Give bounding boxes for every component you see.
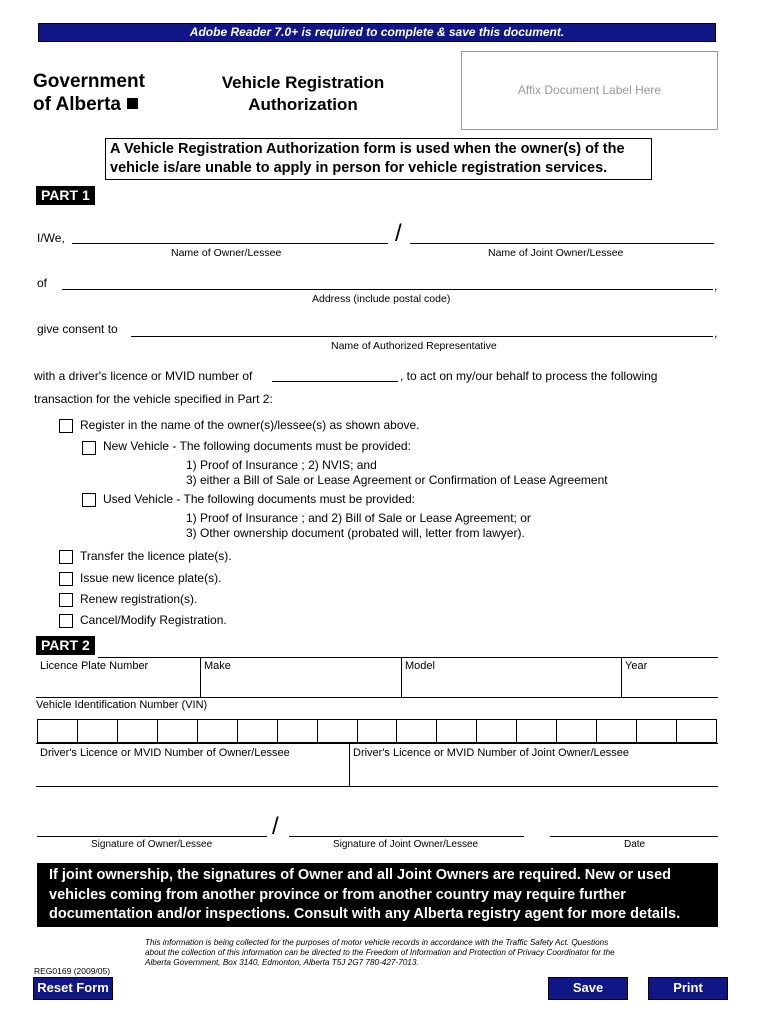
representative-comma: , [714,326,718,340]
model-field[interactable] [402,659,620,696]
vin-char-box[interactable] [198,720,238,742]
vin-char-box[interactable] [158,720,198,742]
vin-char-box[interactable] [637,720,677,742]
logo-line-2: of Alberta [33,94,121,115]
cancel-registration-checkbox[interactable] [59,614,73,628]
logo-line-1: Government [33,71,145,92]
used-vehicle-req-1: 1) Proof of Insurance ; and 2) Bill of Sale or Lease Agreement; or [186,511,531,525]
address-caption: Address (include postal code) [312,293,451,305]
date-caption: Date [624,839,646,850]
year-label: Year [625,660,648,672]
joint-owner-name-field[interactable] [410,243,714,244]
address-field[interactable] [62,289,713,290]
part1-heading: PART 1 [36,186,95,205]
transaction-text: transaction for the vehicle specified in Part 2: [34,392,273,406]
part2-top-rule [98,657,718,658]
reset-form-button[interactable]: Reset Form [33,977,113,1000]
licence-prefix-text: with a driver's licence or MVID number of [34,369,253,383]
new-vehicle-req-1: 1) Proof of Insurance ; 2) NVIS; and [186,458,377,472]
vin-char-box[interactable] [358,720,398,742]
vin-char-box[interactable] [597,720,637,742]
vin-char-box[interactable] [517,720,557,742]
used-vehicle-label: Used Vehicle - The following documents must be provided: [103,492,415,506]
joint-licence-field[interactable] [351,760,717,785]
signature-separator: / [272,813,279,840]
register-checkbox[interactable] [59,419,73,433]
joint-licence-label: Driver's Licence or MVID Number of Joint Owner/Lessee [353,747,629,759]
adobe-requirement-banner: Adobe Reader 7.0+ is required to complete & save this document. [38,23,716,42]
vin-char-box[interactable] [238,720,278,742]
owner-licence-label: Driver's Licence or MVID Number of Owner/Lessee [40,747,290,759]
address-comma: , [714,279,718,293]
vin-char-box[interactable] [38,720,78,742]
form-title-line-2: Authorization [248,95,358,114]
print-button[interactable]: Print [648,977,728,1000]
licence-row-divider [349,743,350,786]
model-label: Model [405,660,435,672]
privacy-statement: This information is being collected for the purposes of motor vehicle records in accordance with the Traffic Safety Act. Questions about the collection of this information can be directed to the Freedom of Information and Protection of Privacy Coordinator for the Alberta Government, Box 3140, Edmonton, Alberta T5J 2G7 780-427-7013. [145,938,615,967]
new-vehicle-req-2: 3) either a Bill of Sale or Lease Agreement or Confirmation of Lease Agreement [186,473,608,487]
transfer-plate-checkbox[interactable] [59,550,73,564]
joint-ownership-notice: If joint ownership, the signatures of Owner and all Joint Owners are required. New or used vehicles coming from another province or from another country may require further documentation and/or inspections. Consult with any Alberta registry agent for more details. [37,863,718,927]
form-purpose-notice: A Vehicle Registration Authorization form is used when the owner(s) of the vehicle is/are unable to apply in person for vehicle registration services. [105,138,652,180]
vin-char-box[interactable] [437,720,477,742]
licence-plate-field[interactable] [37,659,199,696]
issue-plate-label: Issue new licence plate(s). [80,571,222,585]
vin-char-box[interactable] [677,720,716,742]
renew-registration-checkbox[interactable] [59,593,73,607]
consent-label: give consent to [37,322,118,336]
vin-char-box[interactable] [477,720,517,742]
government-of-alberta-logo [33,70,145,116]
owner-name-caption: Name of Owner/Lessee [171,247,282,259]
vin-char-box[interactable] [557,720,597,742]
date-field[interactable] [550,836,718,837]
used-vehicle-req-2: 3) Other ownership document (probated will, letter from lawyer). [186,526,525,540]
register-label: Register in the name of the owner(s)/lessee(s) as shown above. [80,418,420,432]
representative-caption: Name of Authorized Representative [331,340,497,352]
vin-char-box[interactable] [78,720,118,742]
vin-char-box[interactable] [118,720,158,742]
vin-char-box[interactable] [397,720,437,742]
issue-plate-checkbox[interactable] [59,572,73,586]
iwe-label: I/We, [37,231,65,245]
transfer-plate-label: Transfer the licence plate(s). [80,549,232,563]
licence-suffix-text: , to act on my/our behalf to process the following [400,369,658,383]
make-label: Make [204,660,231,672]
affix-document-label-box: Affix Document Label Here [461,51,718,130]
joint-signature-field[interactable] [289,836,524,837]
new-vehicle-label: New Vehicle - The following documents must be provided: [103,439,411,453]
cancel-registration-label: Cancel/Modify Registration. [80,613,227,627]
licence-row-bottom-rule [36,786,718,787]
joint-owner-name-caption: Name of Joint Owner/Lessee [488,247,624,259]
used-vehicle-checkbox[interactable] [82,493,96,507]
vin-char-box[interactable] [318,720,358,742]
form-title-line-1: Vehicle Registration [221,73,385,92]
owner-licence-field[interactable] [37,760,348,785]
representative-licence-field[interactable] [272,381,398,382]
joint-signature-caption: Signature of Joint Owner/Lessee [333,839,479,850]
vin-field[interactable] [37,719,717,743]
owner-signature-field[interactable] [37,836,267,837]
make-field[interactable] [201,659,400,696]
of-label: of [37,276,48,290]
renew-registration-label: Renew registration(s). [80,592,198,606]
save-button[interactable]: Save [548,977,628,1000]
owner-signature-caption: Signature of Owner/Lessee [91,839,213,850]
owner-separator: / [395,220,402,247]
vin-bottom-rule [36,743,718,744]
logo-square-icon [127,98,138,109]
new-vehicle-checkbox[interactable] [82,441,96,455]
form-code: REG0169 (2009/05) [34,966,111,976]
representative-name-field[interactable] [131,336,713,337]
vin-char-box[interactable] [278,720,318,742]
part2-heading: PART 2 [36,636,95,655]
year-field[interactable] [622,659,718,696]
licence-plate-label: Licence Plate Number [40,660,149,672]
owner-name-field[interactable] [72,243,388,244]
vin-label: Vehicle Identification Number (VIN) [36,699,208,711]
form-title [190,72,416,116]
